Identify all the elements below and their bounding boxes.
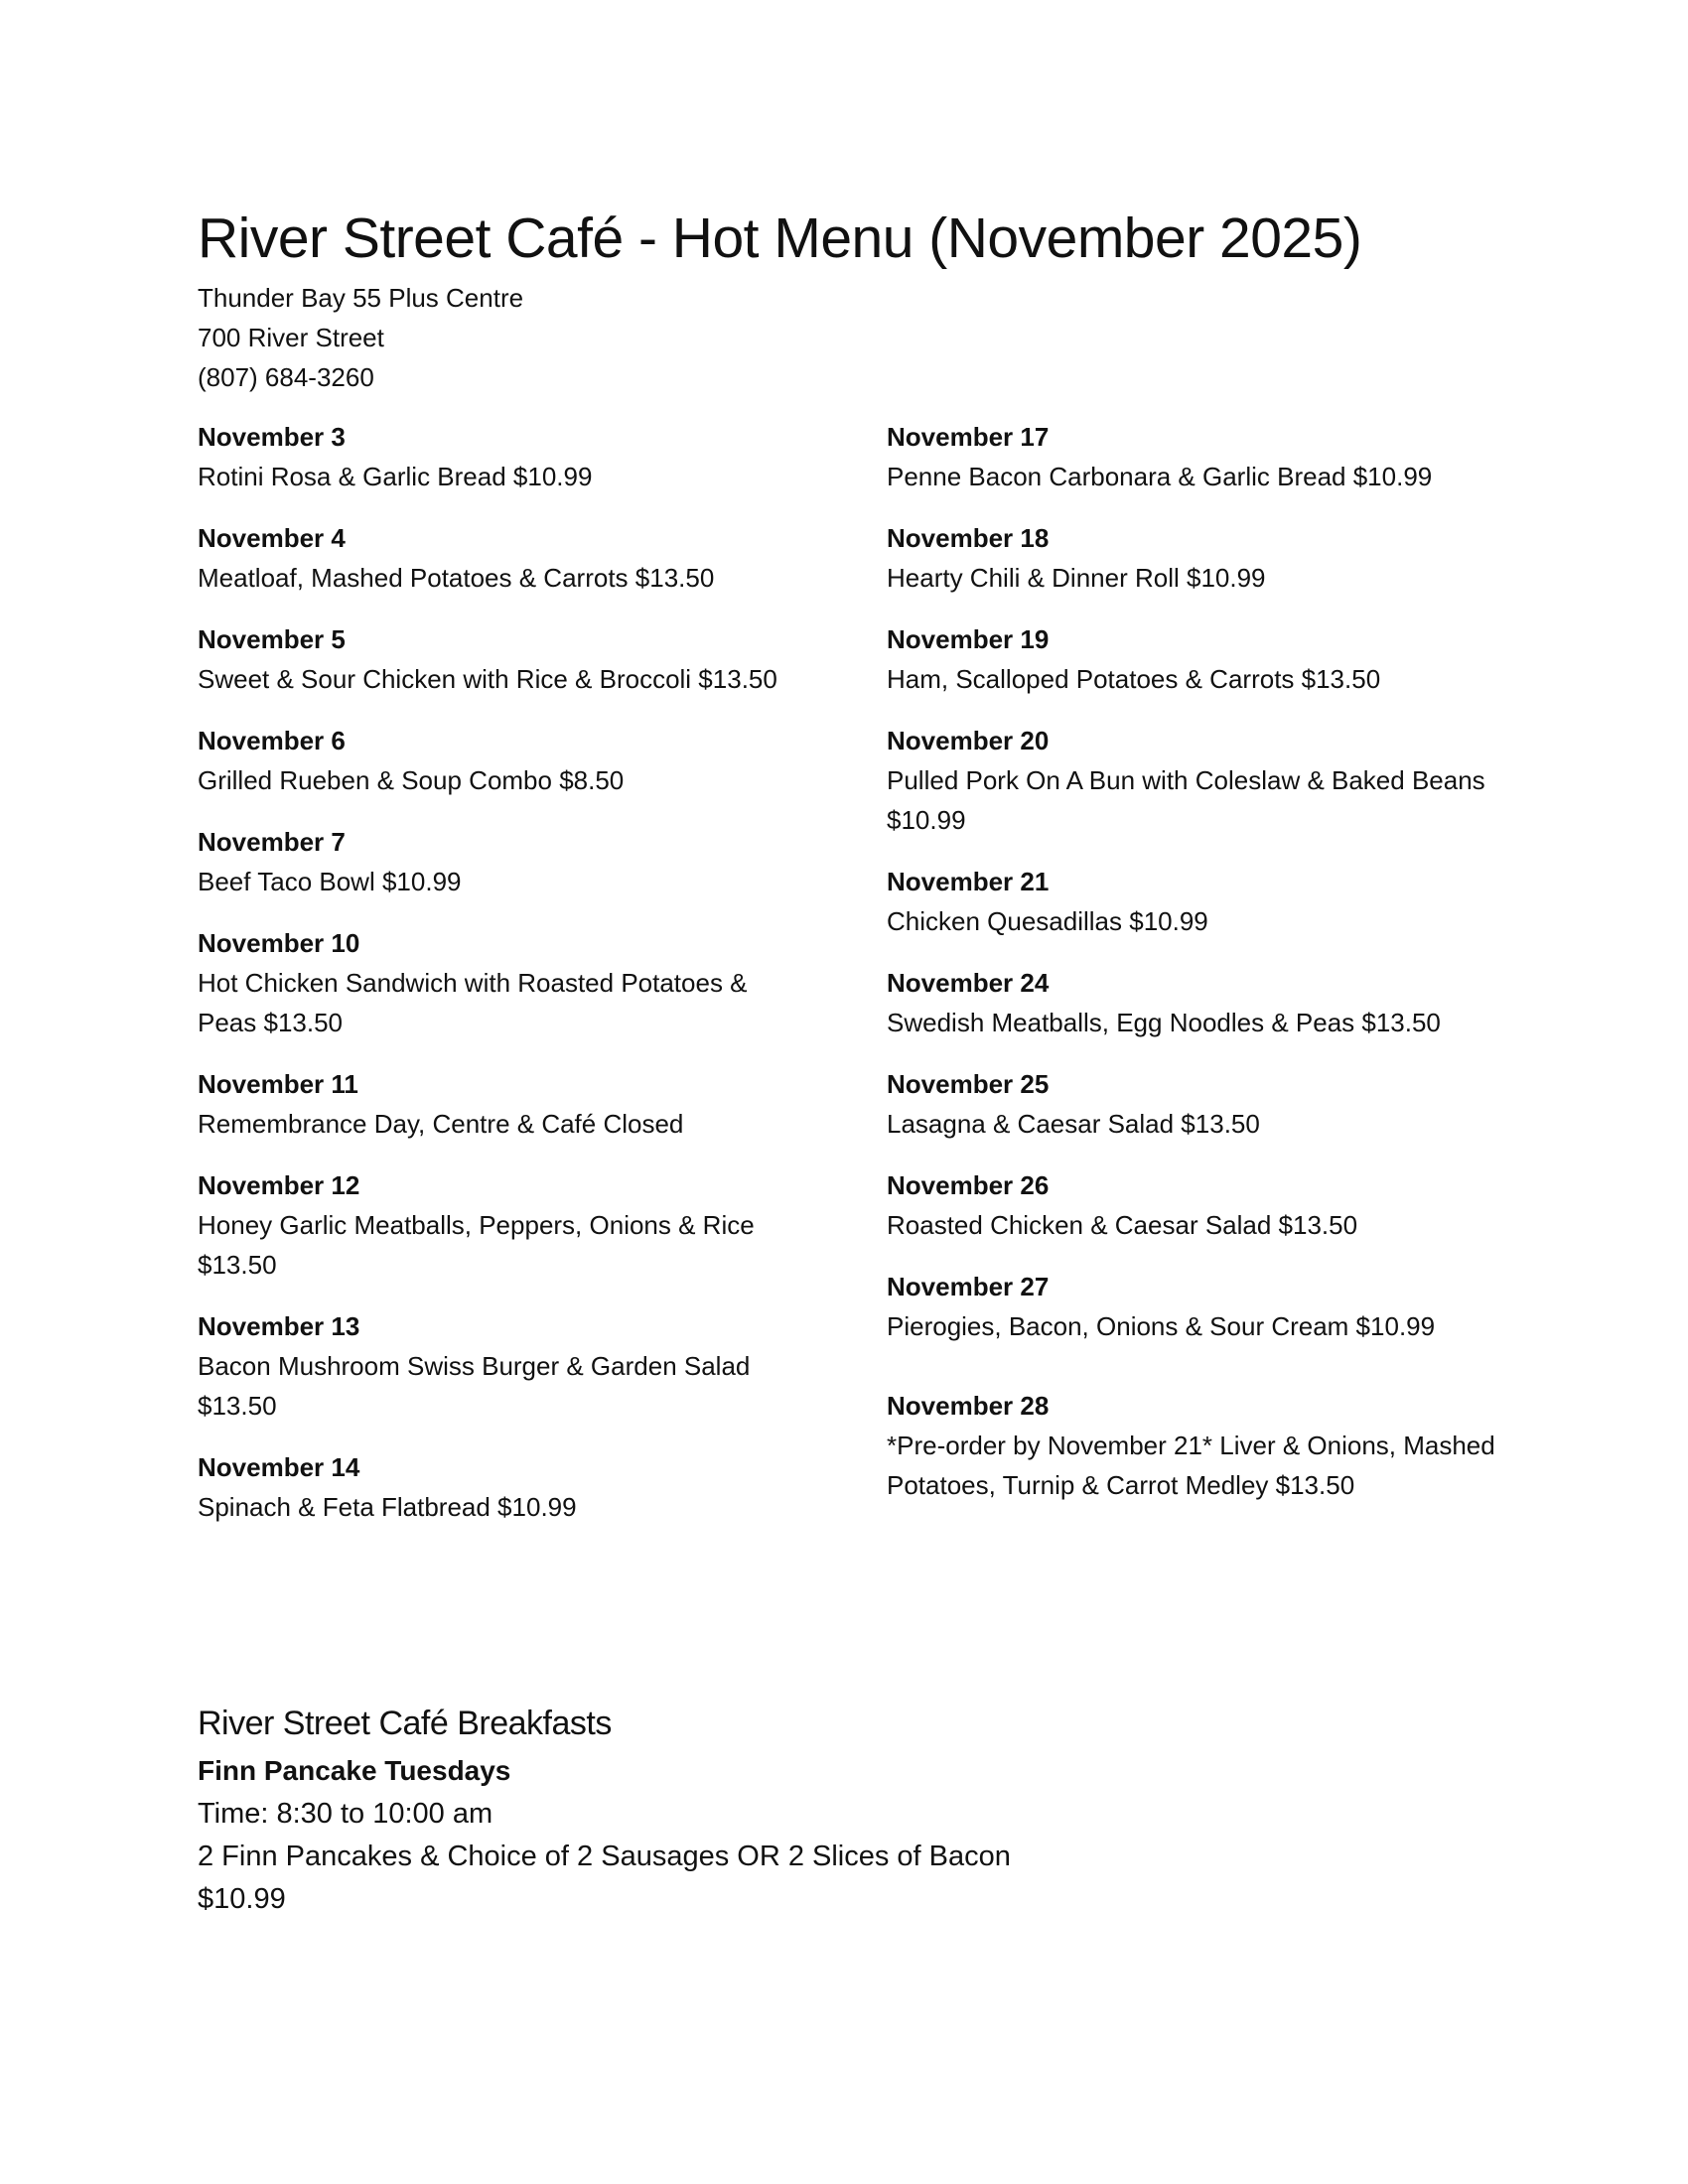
- address-block: [198, 278, 523, 397]
- menu-entry: [887, 862, 1502, 941]
- menu-date: November 25: [887, 1069, 1050, 1099]
- menu-date: November 19: [887, 624, 1050, 654]
- menu-date: November 20: [887, 726, 1050, 755]
- menu-description: Chicken Quesadillas $10.99: [887, 906, 1208, 936]
- menu-description: Roasted Chicken & Caesar Salad $13.50: [887, 1210, 1358, 1240]
- venue-name: Thunder Bay 55 Plus Centre: [198, 283, 524, 313]
- menu-column-right: [887, 417, 1502, 1527]
- menu-description: Swedish Meatballs, Egg Noodles & Peas $13.50: [887, 1008, 1441, 1037]
- menu-column-left: [198, 417, 793, 1549]
- menu-description: Honey Garlic Meatballs, Peppers, Onions & Rice $13.50: [198, 1210, 755, 1280]
- menu-date: November 3: [198, 422, 346, 452]
- menu-date: November 11: [198, 1069, 358, 1099]
- menu-entry: [887, 1267, 1502, 1346]
- menu-entry: [887, 721, 1502, 840]
- menu-date: November 17: [887, 422, 1050, 452]
- phone-number: (807) 684-3260: [198, 362, 374, 392]
- menu-entry: [198, 1165, 793, 1285]
- menu-entry: [198, 1306, 793, 1426]
- menu-description: *Pre-order by November 21* Liver & Onions, Mashed Potatoes, Turnip & Carrot Medley $13.50: [887, 1431, 1495, 1500]
- menu-entry: [198, 923, 793, 1042]
- menu-date: November 21: [887, 867, 1050, 896]
- menu-date: November 12: [198, 1170, 360, 1200]
- menu-entry: [198, 721, 793, 800]
- menu-entry: [198, 1064, 793, 1144]
- menu-entry: [198, 518, 793, 598]
- menu-entry: [198, 1447, 793, 1527]
- menu-description: Beef Taco Bowl $10.99: [198, 867, 462, 896]
- menu-description: Penne Bacon Carbonara & Garlic Bread $10.99: [887, 462, 1433, 491]
- menu-entry: [198, 619, 793, 699]
- menu-description: Meatloaf, Mashed Potatoes & Carrots $13.50: [198, 563, 715, 593]
- menu-date: November 14: [198, 1452, 360, 1482]
- menu-description: Hot Chicken Sandwich with Roasted Potatoes & Peas $13.50: [198, 968, 748, 1037]
- menu-description: Remembrance Day, Centre & Café Closed: [198, 1109, 684, 1139]
- menu-date: November 5: [198, 624, 346, 654]
- menu-date: November 27: [887, 1272, 1050, 1301]
- menu-entry: [198, 822, 793, 901]
- menu-date: November 24: [887, 968, 1050, 998]
- street-address: 700 River Street: [198, 323, 384, 352]
- menu-description: Pulled Pork On A Bun with Coleslaw & Baked Beans $10.99: [887, 765, 1485, 835]
- menu-date: November 10: [198, 928, 360, 958]
- menu-entry: [887, 1064, 1502, 1144]
- menu-description: Pierogies, Bacon, Onions & Sour Cream $10.99: [887, 1311, 1436, 1341]
- menu-description: Sweet & Sour Chicken with Rice & Broccoli $13.50: [198, 664, 777, 694]
- breakfast-price: $10.99: [198, 1883, 286, 1915]
- menu-description: Lasagna & Caesar Salad $13.50: [887, 1109, 1260, 1139]
- menu-description: Spinach & Feta Flatbread $10.99: [198, 1492, 577, 1522]
- breakfast-section: [198, 1698, 1488, 1921]
- breakfast-subheading: Finn Pancake Tuesdays: [198, 1755, 511, 1786]
- menu-description: Grilled Rueben & Soup Combo $8.50: [198, 765, 625, 795]
- menu-entry: [198, 417, 793, 496]
- menu-description: Rotini Rosa & Garlic Bread $10.99: [198, 462, 593, 491]
- menu-date: November 26: [887, 1170, 1050, 1200]
- menu-date: November 6: [198, 726, 346, 755]
- menu-date: November 18: [887, 523, 1050, 553]
- menu-date: November 7: [198, 827, 346, 857]
- menu-date: November 13: [198, 1311, 360, 1341]
- menu-entry: [887, 963, 1502, 1042]
- menu-description: Ham, Scalloped Potatoes & Carrots $13.50: [887, 664, 1381, 694]
- menu-date: November 4: [198, 523, 346, 553]
- page-title: River Street Café - Hot Menu (November 2025): [198, 206, 1362, 270]
- menu-entry: [887, 1386, 1502, 1505]
- breakfast-time: Time: 8:30 to 10:00 am: [198, 1798, 493, 1830]
- menu-entry: [887, 417, 1502, 496]
- breakfast-heading: River Street Café Breakfasts: [198, 1705, 612, 1742]
- menu-entry: [887, 518, 1502, 598]
- menu-date: November 28: [887, 1391, 1050, 1421]
- menu-entry: [887, 619, 1502, 699]
- breakfast-item: 2 Finn Pancakes & Choice of 2 Sausages OR 2 Slices of Bacon: [198, 1841, 1011, 1872]
- menu-description: Hearty Chili & Dinner Roll $10.99: [887, 563, 1266, 593]
- menu-description: Bacon Mushroom Swiss Burger & Garden Salad $13.50: [198, 1351, 751, 1421]
- menu-entry: [887, 1165, 1502, 1245]
